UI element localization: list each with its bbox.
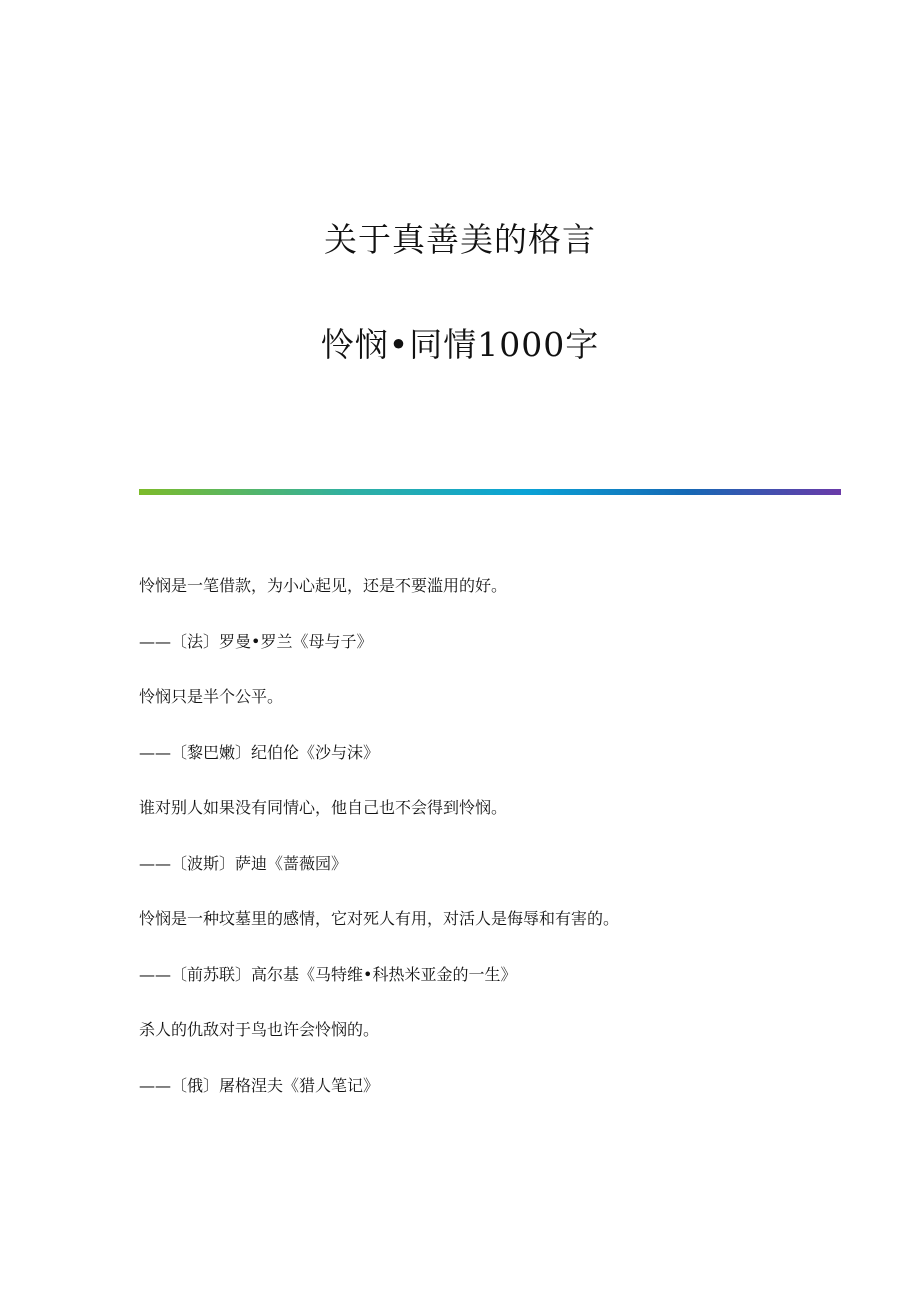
document-subtitle: 怜悯•同情1000字 xyxy=(320,325,600,364)
quote-text: 怜悯是一种坟墓里的感情，它对死人有用，对活人是侮辱和有害的。 xyxy=(139,909,620,928)
quote-source: ——〔黎巴嫩〕纪伯伦《沙与沫》 xyxy=(139,742,380,762)
quote-text: 怜悯是一笔借款，为小心起见，还是不要滥用的好。 xyxy=(139,576,508,595)
quote-source: ——〔波斯〕萨迪《蔷薇园》 xyxy=(139,853,348,873)
quote-text: 谁对别人如果没有同情心，他自己也不会得到怜悯。 xyxy=(139,798,508,817)
quote-source: ——〔法〕罗曼•罗兰《母与子》 xyxy=(139,631,373,651)
quote-source: ——〔俄〕屠格涅夫《猎人笔记》 xyxy=(139,1075,380,1095)
quote-source: ——〔前苏联〕高尔基《马特维•科热米亚金的一生》 xyxy=(139,964,517,984)
quote-text: 怜悯只是半个公平。 xyxy=(139,687,284,706)
gradient-divider xyxy=(139,489,841,495)
quote-text: 杀人的仇敌对于鸟也许会怜悯的。 xyxy=(139,1020,380,1039)
document-title: 关于真善美的格言 xyxy=(324,220,596,259)
quote-list xyxy=(139,575,859,1130)
